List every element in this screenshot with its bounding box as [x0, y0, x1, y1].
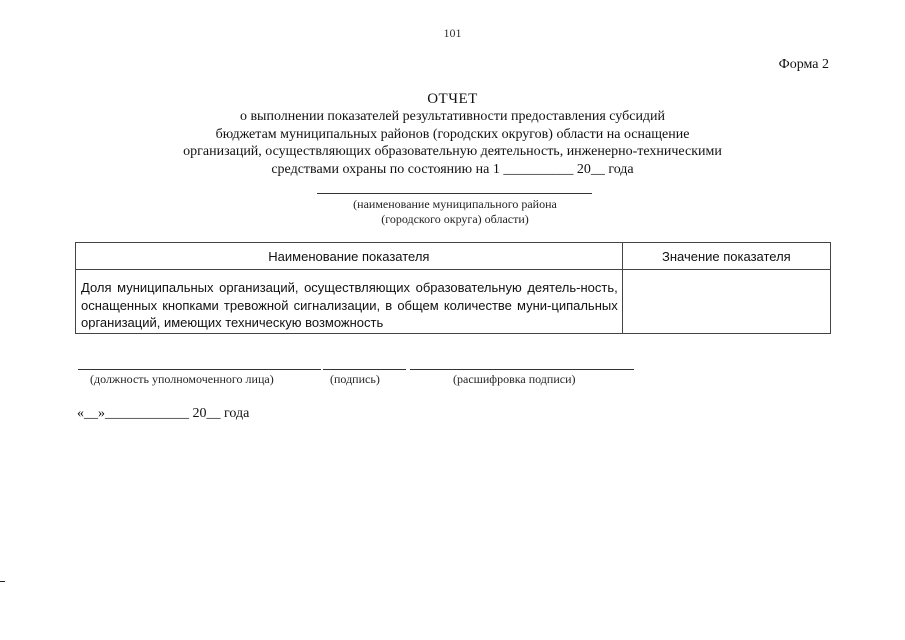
- report-subtitle: [130, 108, 775, 178]
- district-caption: [300, 197, 610, 226]
- position-caption: (должность уполномоченного лица): [90, 372, 274, 386]
- district-caption-line: (наименование муниципального района: [353, 197, 557, 211]
- date-line: «__»____________ 20__ года: [77, 406, 250, 421]
- decoding-caption: (расшифровка подписи): [453, 372, 576, 386]
- report-subtitle-line: бюджетам муниципальных районов (городских округов) области на оснащение: [215, 126, 690, 142]
- table-header-row: [76, 243, 831, 270]
- table-row: [76, 270, 831, 334]
- indicator-name-cell: [76, 270, 623, 334]
- report-subtitle-line: о выполнении показателей результативности предоставления субсидий: [239, 109, 666, 124]
- position-blank-line: [78, 369, 321, 370]
- signature-caption: (подпись): [330, 372, 380, 386]
- district-name-blank-line: [317, 193, 592, 194]
- report-subtitle-line: средствами охраны по состоянию на 1 __________ 20__ года: [271, 161, 634, 177]
- district-caption-line: (городского округа) области): [381, 211, 529, 226]
- column-header-name: Наименование показателя: [76, 243, 623, 270]
- indicator-name: Доля муниципальных организаций, осуществляющих образовательную деятель-ность, оснащенных кнопками тревожной сигнализации, в общем количестве муни-ципальных организаций, имеющих техническую возможность: [81, 280, 618, 330]
- column-header-value: Значение показателя: [622, 243, 830, 270]
- report-title: ОТЧЕТ: [427, 91, 478, 107]
- margin-mark: [0, 581, 5, 582]
- indicators-table: [75, 242, 831, 334]
- form-label: Форма 2: [778, 57, 829, 72]
- report-subtitle-line: организаций, осуществляющих образовательную деятельность, инженерно-техническими: [183, 144, 722, 159]
- signature-blank-line: [323, 369, 406, 370]
- page-number: 101: [443, 26, 462, 40]
- decoding-blank-line: [410, 369, 634, 370]
- indicator-value-cell[interactable]: [622, 270, 830, 334]
